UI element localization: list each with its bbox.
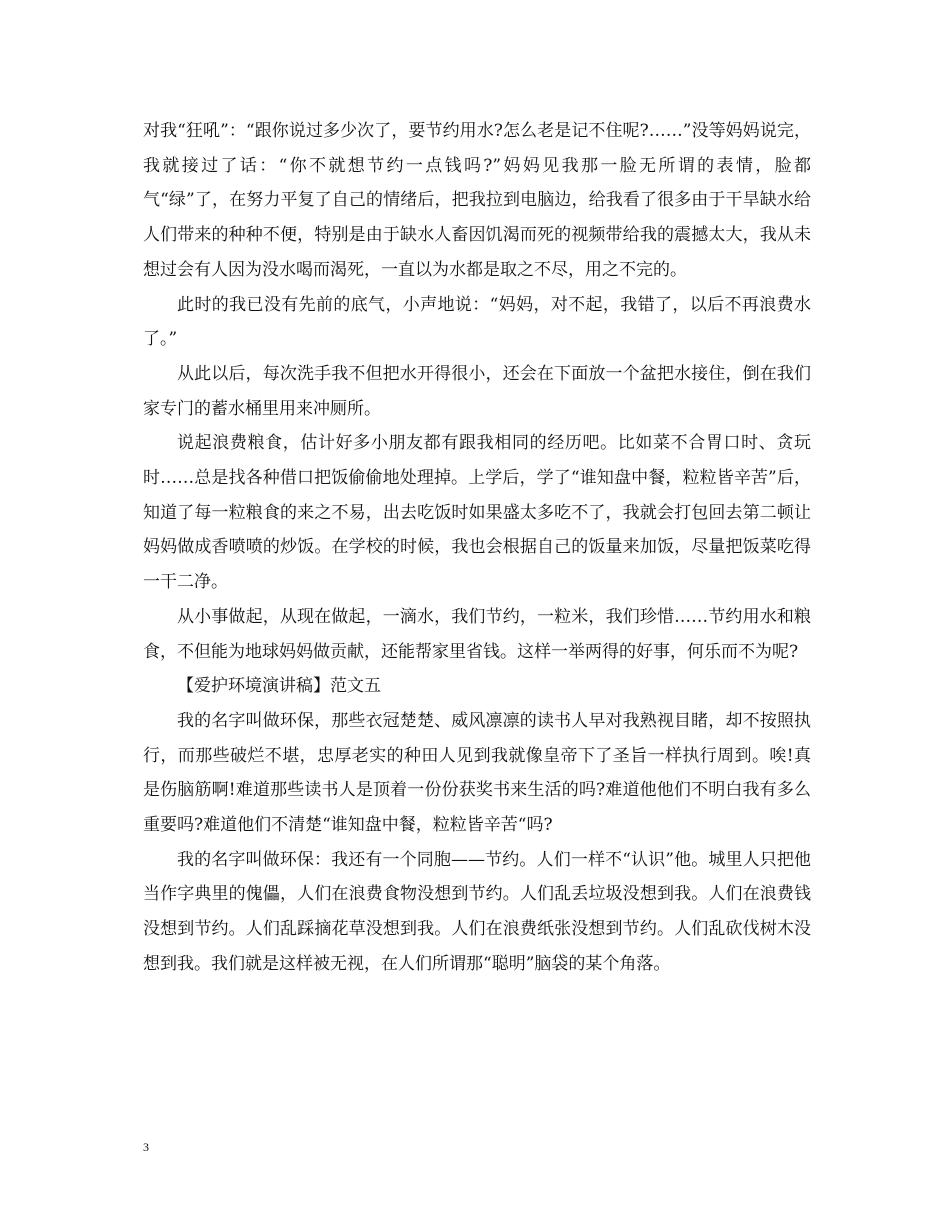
paragraph: 此时的我已没有先前的底气，小声地说：“妈妈，对不起，我错了，以后不再浪费水了。”: [143, 294, 811, 350]
section-heading: 【爱护环境演讲稿】范文五: [177, 676, 381, 697]
paragraph: 我的名字叫做环保：我还有一个同胞——节约。人们一样不“认识”他。城里人只把他当作字典里的傀儡，人们在浪费食物没想到节约。人们乱丢垃圾没想到我。人们在浪费钱没想到节约。人们乱踩摘花草没想到我。人们在浪费纸张没想到节约。人们乱砍伐树木没想到我。我们就是这样被无视，在人们所谓那“聪明”脑袋的某个角落。: [143, 849, 811, 974]
paragraph: 从小事做起，从现在做起，一滴水，我们节约，一粒米，我们珍惜……节约用水和粮食，不但能为地球妈妈做贡献，还能帮家里省钱。这样一举两得的好事，何乐而不为呢?: [143, 606, 811, 662]
document-body: [143, 114, 811, 982]
paragraph: 从此以后，每次洗手我不但把水开得很小，还会在下面放一个盆把水接住，倒在我们家专门的蓄水桶里用来冲厕所。: [143, 363, 811, 419]
page-number: 3: [143, 1140, 149, 1154]
paragraph: 我的名字叫做环保，那些衣冠楚楚、威风凛凛的读书人早对我熟视目睹，却不按照执行，而那些破烂不堪，忠厚老实的种田人见到我就像皇帝下了圣旨一样执行周到。唉!真是伤脑筋啊!难道那些读书人是顶着一份份获奖书来生活的吗?难道他他们不明白我有多么重要吗?难道他们不清楚“谁知盘中餐，粒粒皆辛苦“吗?: [143, 710, 811, 836]
paragraph-continued: 对我“狂吼”：“跟你说过多少次了，要节约用水?怎么老是记不住呢?……”没等妈妈说完，我就接过了话：“你不就想节约一点钱吗?”妈妈见我那一脸无所谓的表情，脸都气“绿”了，在努力平复了自己的情绪后，把我拉到电脑边，给我看了很多由于干旱缺水给人们带来的种种不便，特别是由于缺水人畜因饥渴而死的视频带给我的震撼太大，我从未想过会有人因为没水喝而渴死，一直以为水都是取之不尽，用之不完的。: [143, 121, 811, 280]
paragraph: 说起浪费粮食，估计好多小朋友都有跟我相同的经历吧。比如菜不合胃口时、贪玩时……总是找各种借口把饭偷偷地处理掉。上学后，学了“谁知盘中餐，粒粒皆辛苦”后，知道了每一粒粮食的来之不易，出去吃饭时如果盛太多吃不了，我就会打包回去第二顿让妈妈做成香喷喷的炒饭。在学校的时候，我也会根据自己的饭量来加饭，尽量把饭菜吃得一干二净。: [143, 433, 811, 593]
